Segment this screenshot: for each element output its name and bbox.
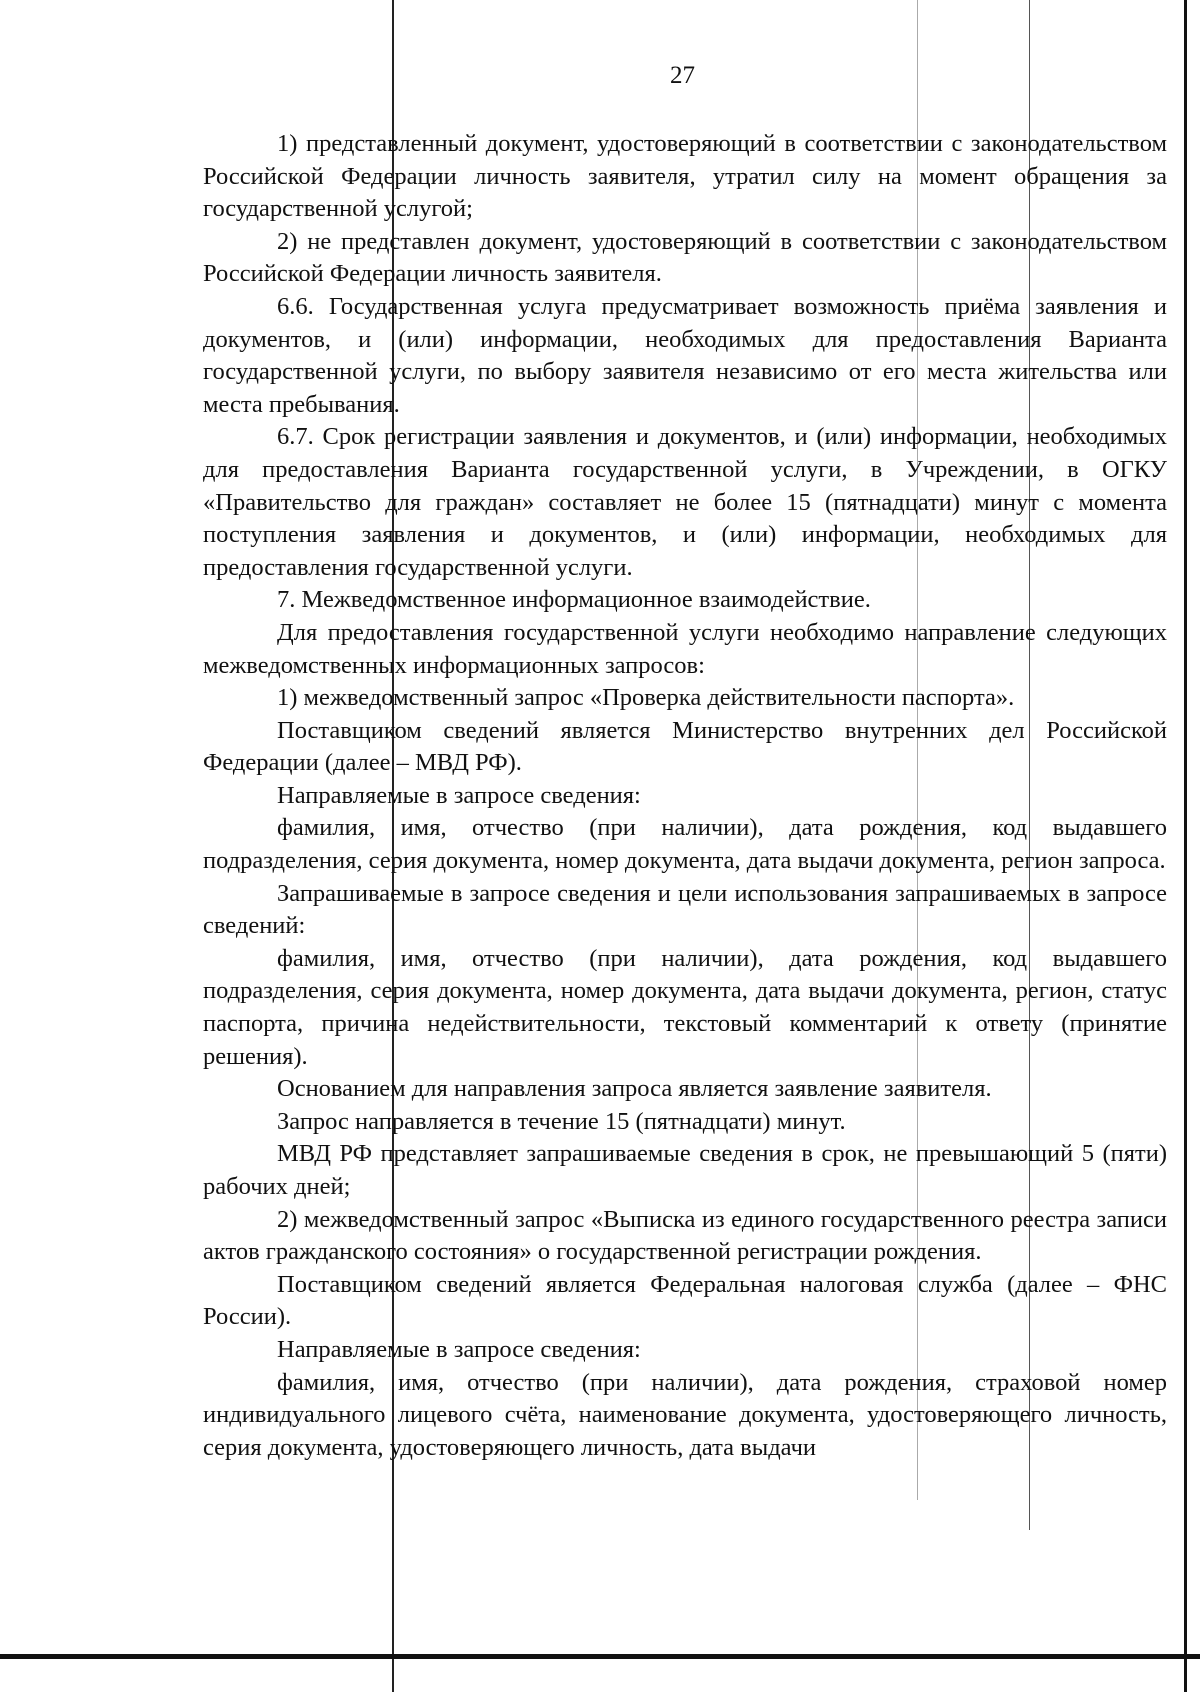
paragraph: Запрос направляется в течение 15 (пятнадцати) минут. [277, 1107, 846, 1135]
paragraph: Для предоставления государственной услуги необходимо направление следующих межведомственных информационных запросов: [203, 618, 1167, 679]
paragraph: МВД РФ представляет запрашиваемые сведения в срок, не превышающий 5 (пяти) рабочих дней; [203, 1140, 1167, 1200]
paragraph: Основанием для направления запроса является заявление заявителя. [277, 1075, 992, 1103]
document-body [203, 128, 1167, 1464]
scan-artifact-border [1184, 0, 1187, 1692]
paragraph: Поставщиком сведений является Федеральная налоговая служба (далее – ФНС России). [203, 1270, 1167, 1331]
paragraph: Направляемые в запросе сведения: [277, 1335, 641, 1363]
paragraph: 1) представленный документ, удостоверяющий в соответствии с законодательством Российской Федерации личность заявителя, утратил силу на момент обращения за государственной услугой; [203, 130, 1167, 223]
paragraph: Направляемые в запросе сведения: [277, 781, 641, 809]
paragraph: 6.7. Срок регистрации заявления и документов, и (или) информации, необходимых для предоставления Варианта государственной услуги, в Учреждении, в ОГКУ «Правительство для граждан» составляет не более 15 (пятнадцати) минут с момента поступления заявления и документов, и (или) информации, необходимых для предоставления государственной услуги. [203, 423, 1167, 581]
paragraph: Запрашиваемые в запросе сведения и цели использования запрашиваемых в запросе сведений: [203, 879, 1167, 940]
section-heading: 7. Межведомственное информационное взаимодействие. [277, 586, 871, 614]
paragraph: 6.6. Государственная услуга предусматривает возможность приёма заявления и документов, и (или) информации, необходимых для предоставления Варианта государственной услуги, по выбору заявителя независимо от его места жительства или места пребывания. [203, 292, 1167, 418]
paragraph: Поставщиком сведений является Министерство внутренних дел Российской Федерации (далее – МВД РФ). [203, 716, 1167, 777]
page-number: 27 [670, 62, 695, 89]
paragraph: фамилия, имя, отчество (при наличии), дата рождения, страховой номер индивидуального лицевого счёта, наименование документа, удостоверяющего личность, серия документа, удостоверяющего личность, дата выдачи [203, 1368, 1167, 1461]
paragraph: 2) межведомственный запрос «Выписка из единого государственного реестра записи актов гражданского состояния» о государственной регистрации рождения. [203, 1205, 1167, 1266]
paragraph: 1) межведомственный запрос «Проверка действительности паспорта». [277, 684, 1015, 712]
paragraph: фамилия, имя, отчество (при наличии), дата рождения, код выдавшего подразделения, серия документа, номер документа, дата выдачи документа, регион запроса. [203, 814, 1167, 875]
paragraph: 2) не представлен документ, удостоверяющий в соответствии с законодательством Российской Федерации личность заявителя. [203, 227, 1167, 288]
scan-artifact-border [0, 1654, 1200, 1659]
paragraph: фамилия, имя, отчество (при наличии), дата рождения, код выдавшего подразделения, серия документа, номер документа, дата выдачи документа, регион, статус паспорта, причина недействительности, текстовый комментарий к ответу (принятие решения). [203, 944, 1167, 1070]
